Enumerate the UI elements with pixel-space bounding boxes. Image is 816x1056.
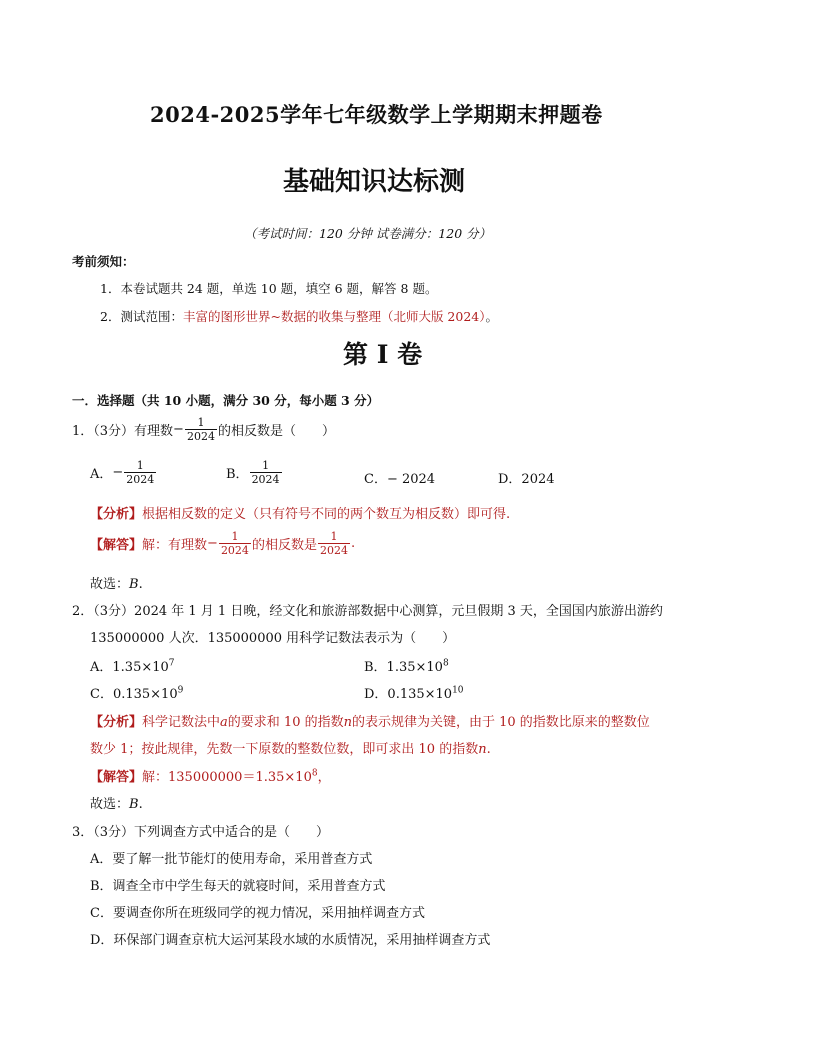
question-1-suffix: 的相反数是（ ） [217,424,335,439]
fraction [318,530,350,557]
variable-a: a [220,715,228,730]
analysis-tag: 【分析】 [90,715,143,730]
fraction-denominator: 2024 [126,473,155,486]
variable-n: n [343,715,352,730]
fraction-denominator: 2024 [220,544,249,557]
minus-sign: − [112,465,124,480]
answer-prefix: 解：有理数 [142,538,208,553]
volume-title: 第 I 卷 [343,340,423,369]
question-2-analysis-line-2 [90,738,491,757]
variable-n: n [478,742,487,757]
option-text: B．1.35×10 [364,660,443,675]
question-1-stem [72,416,335,443]
question-1-option-b [226,459,283,486]
fraction [185,416,217,443]
question-3-stem: 3．（3分）下列调查方式中适合的是（ ） [72,825,330,840]
notes-item-2 [100,307,498,325]
question-1-answer [90,530,355,557]
exponent: 9 [177,685,184,696]
choice-end: . [138,797,143,812]
answer-mid: 的相反数是 [251,538,317,553]
question-3-option-b: B．调查全市中学生每天的就寝时间，采用普查方式 [90,879,386,894]
choice-letter: B [129,577,139,592]
fraction [124,459,156,486]
fraction [219,530,251,557]
question-1-option-c: C．− 2024 [364,472,436,487]
exponent: 8 [442,658,449,669]
analysis-text: 科学记数法中 [142,715,221,730]
choice-letter: B [129,797,139,812]
notes-item-1: 1．本卷试题共 24 题，单选 10 题，填空 6 题，解答 8 题。 [100,281,438,296]
section-heading: 一．选择题（共 10 小题，满分 30 分，每小题 3 分） [72,393,380,408]
notes-item-2-suffix: 。 [485,309,498,324]
question-1-analysis [90,503,510,522]
question-1-option-d: D．2024 [498,472,555,487]
answer-end: . [350,536,356,551]
analysis-end: . [486,742,491,757]
option-text: D．0.135×10 [364,687,453,702]
question-2-stem-line-2: 135000000 人次．135000000 用科学记数法表示为（ ） [90,631,456,646]
minus-sign: − [173,422,184,437]
choice-end: . [138,577,143,592]
question-3-option-a: A．要了解一批节能灯的使用寿命，采用普查方式 [90,852,373,867]
exam-info: （考试时间：120 分钟 试卷满分：120 分） [244,226,492,241]
option-label: B． [226,467,249,482]
fraction-numerator: 1 [330,530,338,543]
question-2-analysis-line-1 [90,711,650,730]
fraction-numerator: 1 [197,416,205,429]
answer-tag: 【解答】 [90,538,143,553]
fraction-numerator: 1 [262,459,270,472]
fraction-numerator: 1 [231,530,239,543]
question-2-option-a [90,656,175,675]
option-text: A．1.35×10 [90,660,169,675]
question-1-option-a [90,459,157,486]
minus-sign: − [207,536,218,551]
exponent: 8 [311,768,318,779]
choice-prefix: 故选： [90,577,130,592]
notes-item-2-prefix: 2．测试范围： [100,309,183,324]
analysis-text: 的要求和 10 的指数 [227,715,344,730]
exam-title: 2024-2025学年七年级数学上学期期末押题卷 [150,102,603,127]
fraction-denominator: 2024 [251,473,280,486]
answer-end: ， [317,770,331,785]
answer-text: 解：135000000＝1.35×10 [142,770,312,785]
analysis-text: 数少 1；按此规律，先数一下原数的整数位数，即可求出 10 的指数 [90,742,479,757]
exam-subtitle: 基础知识达标测 [283,167,466,197]
question-2-answer [90,766,331,785]
question-2-stem-line-1: 2．（3分）2024 年 1 月 1 日晚，经文化和旅游部数据中心测算，元旦假期 3 天，全国国内旅游出游约 [72,604,663,619]
fraction-denominator: 2024 [186,430,215,443]
fraction-denominator: 2024 [319,544,348,557]
fraction [250,459,282,486]
answer-tag: 【解答】 [90,770,143,785]
analysis-text: 根据相反数的定义（只有符号不同的两个数互为相反数）即可得. [142,507,511,522]
exponent: 10 [452,685,464,696]
analysis-text: 的表示规律为关键，由于 10 的指数比原来的整数位 [351,715,650,730]
question-2-option-c [90,683,183,702]
question-1-choice [90,573,143,592]
fraction-numerator: 1 [136,459,144,472]
question-3-option-d: D．环保部门调查京杭大运河某段水域的水质情况，采用抽样调查方式 [90,933,491,948]
choice-prefix: 故选： [90,797,130,812]
question-1-prefix: 1．（3分）有理数 [72,424,174,439]
question-2-option-b [364,656,449,675]
exponent: 7 [168,658,175,669]
question-3-option-c: C．要调查你所在班级同学的视力情况，采用抽样调查方式 [90,906,425,921]
analysis-tag: 【分析】 [90,507,143,522]
question-2-option-d [364,683,464,702]
option-label: A． [90,467,113,482]
test-range: 丰富的图形世界~数据的收集与整理（北师大版 2024） [182,309,486,324]
notes-heading: 考前须知： [72,254,135,269]
question-2-choice [90,793,143,812]
option-text: C．0.135×10 [90,687,178,702]
